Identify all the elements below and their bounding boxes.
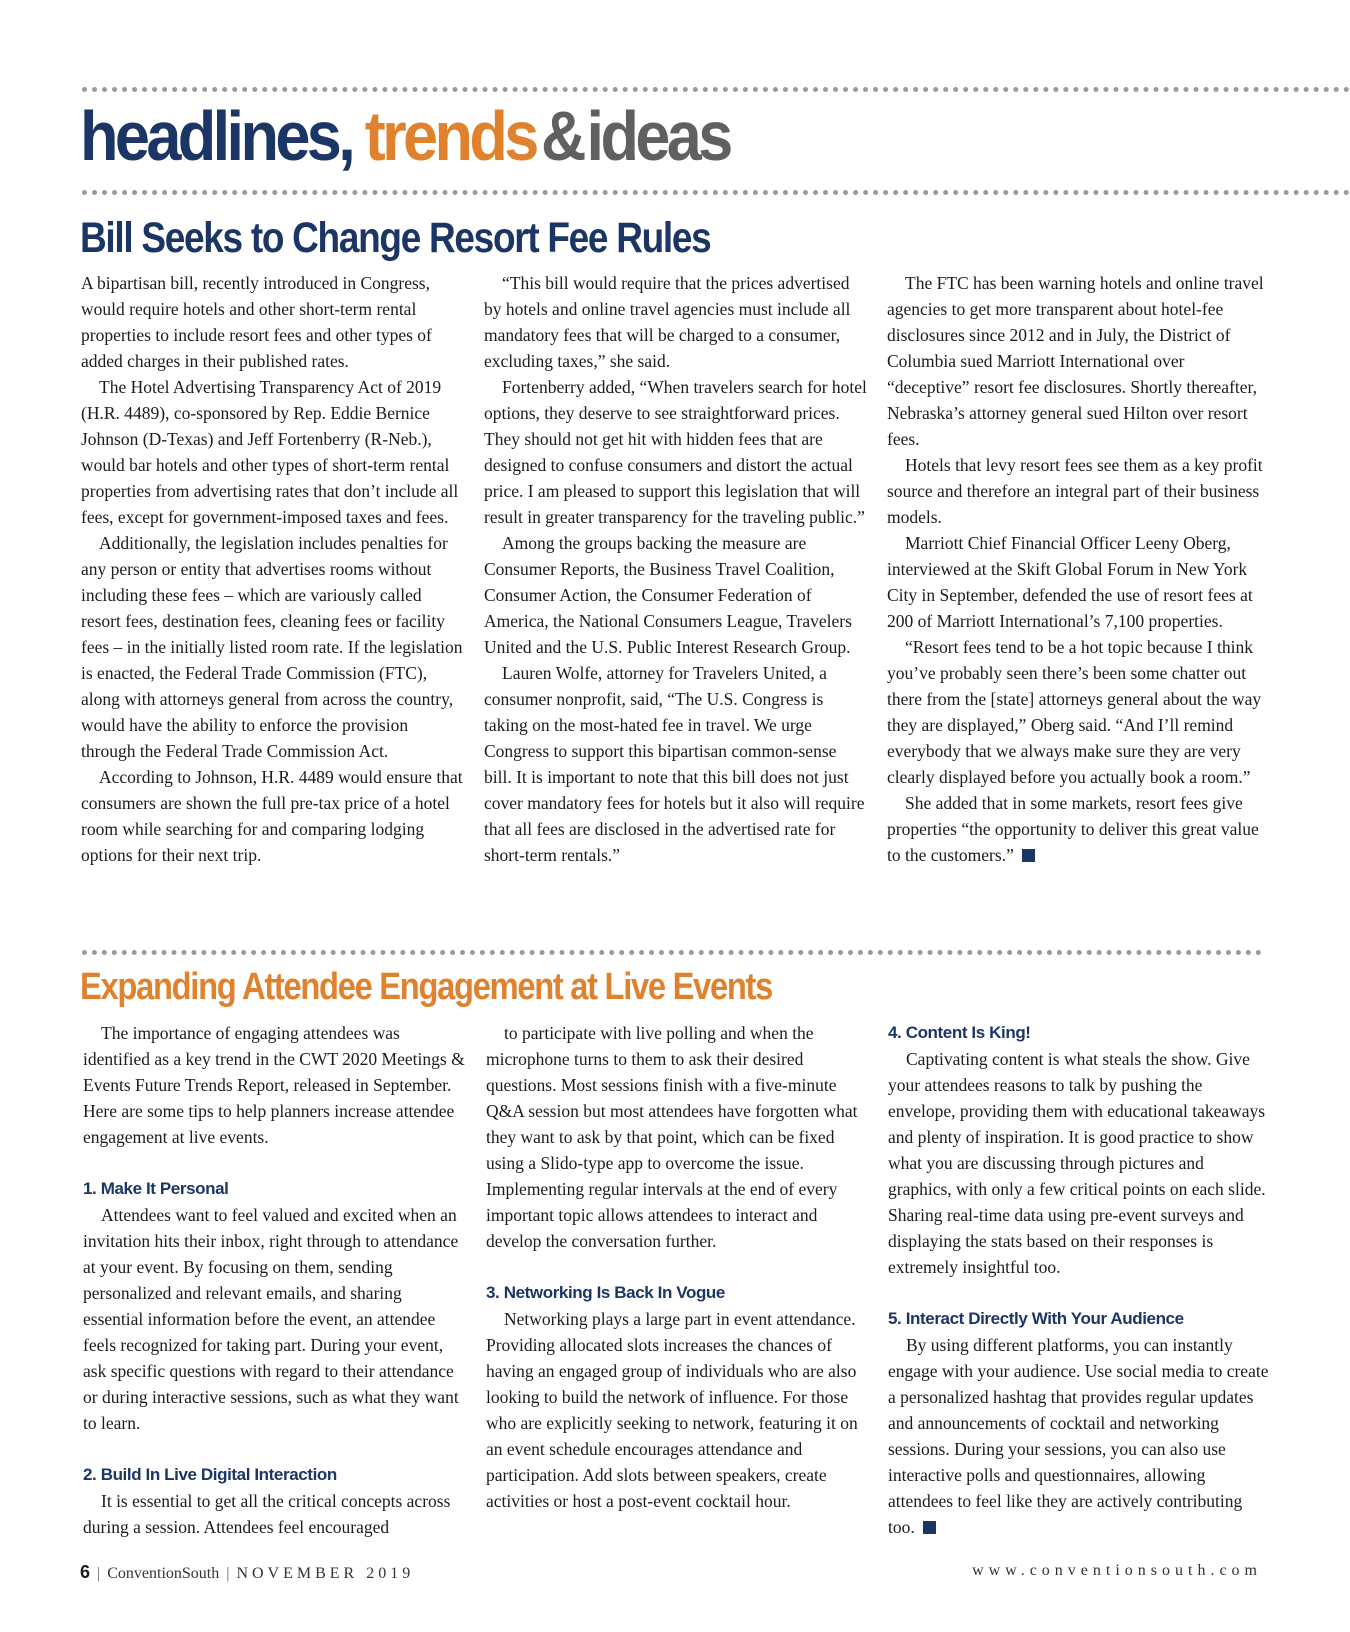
footer-separator: | [226,1565,230,1582]
tip5-body: By using different platforms, you can instantly engage with your audience. Use social media to create a personalized hashtag that provides regular updates and announcements of cocktail and networking sessions. During your sessions, you can also use interactive polls and questionnaires, allowing attendees to feel like they are actively contributing too. [888,1335,1269,1537]
end-mark-icon [1022,849,1035,862]
dotted-rule-top [82,87,1350,92]
paragraph: “This bill would require that the prices advertised by hotels and online travel agencies must include all mandatory fees that will be charged to a consumer, excluding taxes,” she said. [484,273,851,371]
dotted-rule-masthead [82,190,1350,195]
article2-column-3 [888,1020,1271,1540]
tip3-heading: 3. Networking Is Back In Vogue [486,1283,725,1302]
masthead-headlines: headlines, [80,97,353,175]
paragraph: The Hotel Advertising Transparency Act of 2019 (H.R. 4489), co-sponsored by Rep. Eddie Bernice Johnson (D-Texas) and Jeff Fortenberry (R-Neb.), would bar hotels and other types of short-term rental properties from advertising rates that don’t include all fees, except for government-imposed taxes and fees. [81,377,459,527]
paragraph: According to Johnson, H.R. 4489 would ensure that consumers are shown the full pre-tax price of a hotel room while searching for and comparing lodging options for their next trip. [81,767,463,865]
publication-name: ConventionSouth [107,1565,220,1582]
section-masthead [80,96,730,176]
footer-separator: | [97,1565,101,1582]
article2-headline: Expanding Attendee Engagement at Live Events [80,966,773,1008]
tip1-body: Attendees want to feel valued and excited when an invitation hits their inbox, right through to attendance at your event. By focusing on them, sending personalized and relevant emails, and sharing essential information before the event, an attendee feels recognized for taking part. During your event, ask specific questions with regard to their attendance or during interactive sessions, such as what they want to learn. [83,1205,459,1433]
issue-date: NOVEMBER 2019 [236,1565,415,1582]
article2-column-1 [83,1020,466,1540]
tip4-heading: 4. Content Is King! [888,1023,1031,1042]
footer-left [80,1562,414,1583]
article1-column-2 [484,270,867,868]
article1-column-1 [81,270,464,868]
paragraph: Additionally, the legislation includes penalties for any person or entity that advertises rooms without including these fees – which are variously called resort fees, destination fees, cleaning fees or facility fees – in the initially listed room rate. If the legislation is enacted, the Federal Trade Commission (FTC), along with attorneys general from across the country, would have the ability to enforce the provision through the Federal Trade Commission Act. [81,533,463,761]
tip3-body: Networking plays a large part in event attendance. Providing allocated slots increases the chances of having an engaged group of individuals who are also looking to build the network of influence. For those who are explicitly seeking to network, featuring it on an event schedule encourages attendance and participation. Add slots between speakers, create activities or host a post-event cocktail hour. [486,1309,858,1511]
masthead-ideas: ideas [586,97,730,175]
paragraph: “Resort fees tend to be a hot topic because I think you’ve probably seen there’s been some chatter out there from the [state] attorneys general about the way they are displayed,” Oberg said. “And I’ll remind everybody that we always make sure they are very clearly displayed before you actually book a room.” [887,637,1262,787]
footer-website: www.conventionsouth.com [972,1562,1262,1579]
tip2-heading: 2. Build In Live Digital Interaction [83,1465,337,1484]
last-paragraph [887,790,1270,868]
masthead-trends: trends [364,97,536,175]
paragraph: Among the groups backing the measure are Consumer Reports, the Business Travel Coalition, Consumer Action, the Consumer Federation of America, the National Consumers League, Travelers United and the U.S. Public Interest Research Group. [484,533,852,657]
tip5-heading: 5. Interact Directly With Your Audience [888,1309,1184,1328]
paragraph: A bipartisan bill, recently introduced in Congress, would require hotels and other short-term rental properties to include resort fees and other types of added charges in their published rates. [81,273,432,371]
tip2-body-continued: to participate with live polling and when the microphone turns to them to ask their desired questions. Most sessions finish with a five-minute Q&A session but most attendees have forgotten what they want to ask by that point, which can be fixed using a Slido-type app to overcome the issue. Implementing regular intervals at the end of every important topic allows attendees to interact and develop the conversation further. [486,1023,858,1251]
article1-headline: Bill Seeks to Change Resort Fee Rules [80,214,711,262]
intro-paragraph: The importance of engaging attendees was identified as a key trend in the CWT 2020 Meetings & Events Future Trends Report, released in September. Here are some tips to help planners increase attendee engagement at live events. [83,1023,465,1147]
paragraph: Fortenberry added, “When travelers search for hotel options, they deserve to see straightforward prices. They should not get hit with hidden fees that are designed to confuse consumers and distort the actual price. I am pleased to support this legislation that will result in greater transparency for the traveling public.” [484,377,867,527]
paragraph: The FTC has been warning hotels and online travel agencies to get more transparent about hotel-fee disclosures since 2012 and in July, the District of Columbia sued Marriott International over “deceptive” resort fee disclosures. Shortly thereafter, Nebraska’s attorney general sued Hilton over resort fees. [887,273,1264,449]
paragraph: Hotels that levy resort fees see them as a key profit source and therefore an integral part of their business models. [887,455,1263,527]
dotted-rule-section [82,950,1262,955]
paragraph: Lauren Wolfe, attorney for Travelers United, a consumer nonprofit, said, “The U.S. Congress is taking on the most-hated fee in travel. We urge Congress to support this bipartisan common-sense bill. It is important to note that this bill does not just cover mandatory fees for hotels but it also will require that all fees are disclosed in the advertised rate for short-term rentals.” [484,663,865,865]
page-number: 6 [80,1562,91,1582]
tip2-body: It is essential to get all the critical concepts across during a session. Attendees feel encouraged [83,1491,451,1537]
masthead-ampersand: & [541,97,583,175]
tip4-body: Captivating content is what steals the show. Give your attendees reasons to talk by pushing the envelope, providing them with educational takeaways and plenty of inspiration. It is good practice to show what you are discussing through pictures and graphics, with only a few critical points on each slide. Sharing real-time data using pre-event surveys and displaying the stats based on their responses is extremely insightful too. [888,1049,1266,1277]
tip5-last-paragraph [888,1332,1271,1540]
tip1-heading: 1. Make It Personal [83,1179,229,1198]
end-mark-icon [923,1521,936,1534]
paragraph: Marriott Chief Financial Officer Leeny Oberg, interviewed at the Skift Global Forum in New York City in September, defended the use of resort fees at 200 of Marriott International’s 7,100 properties. [887,533,1253,631]
paragraph-text: She added that in some markets, resort fees give properties “the opportunity to deliver this great value to the customers.” [887,793,1259,865]
article1-column-3 [887,270,1270,868]
article2-column-2 [486,1020,869,1514]
